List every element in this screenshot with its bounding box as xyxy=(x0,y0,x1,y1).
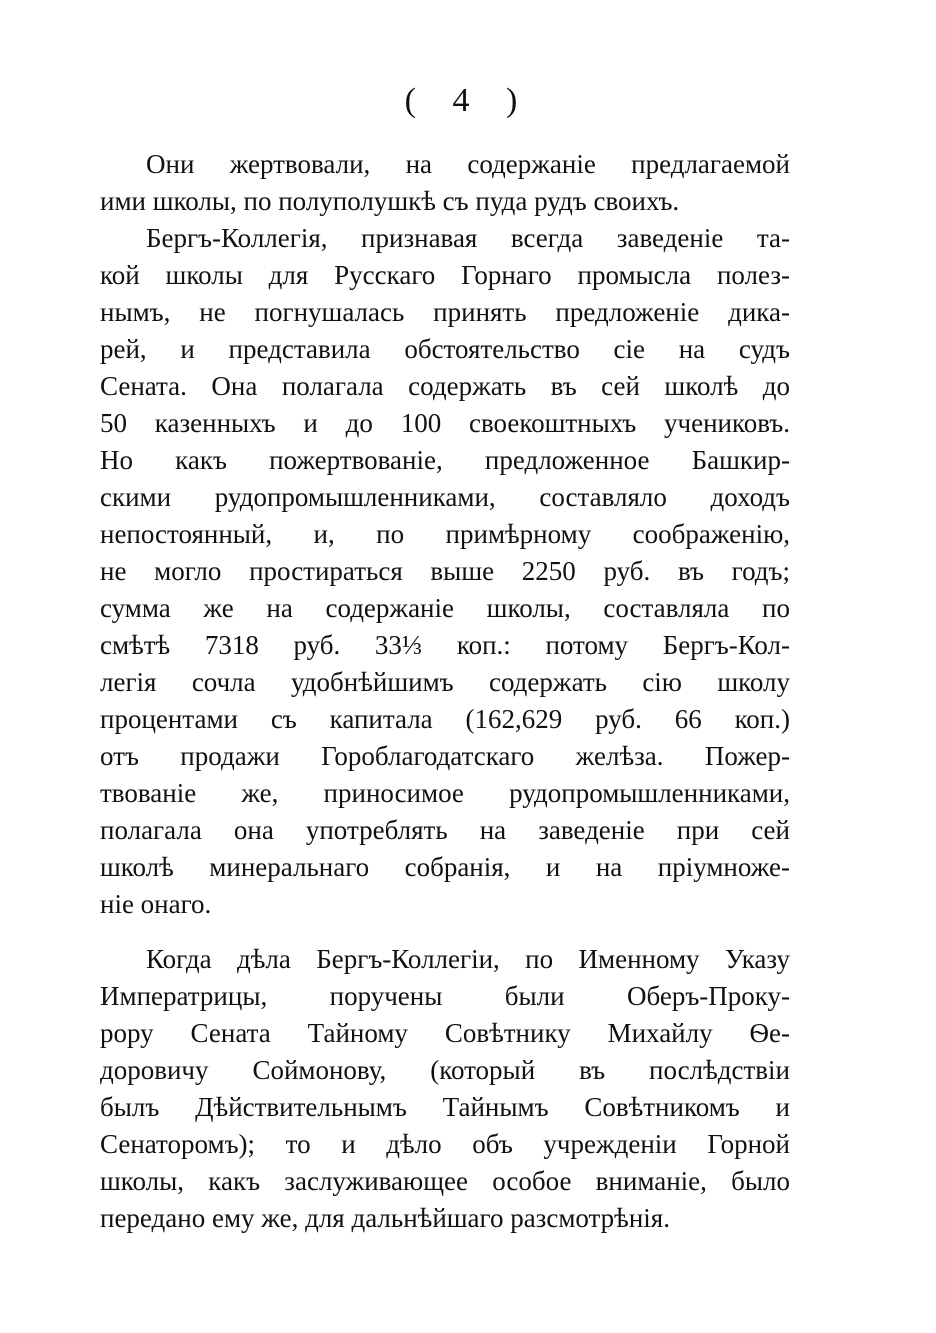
paragraph xyxy=(100,220,790,923)
text-line: Они жертвовали, на содержаніе предлагаемой xyxy=(146,149,790,179)
text-line: нымъ, не погнушалась принять предложеніе дика- xyxy=(100,297,790,327)
text-line: Императрицы, поручены были Оберъ-Проку- xyxy=(100,981,790,1011)
text-line: Бергъ-Коллегія, признавая всегда заведеніе та- xyxy=(146,223,790,253)
text-line: не могло простираться выше 2250 руб. въ годъ; xyxy=(100,556,790,586)
text-line: рору Сената Тайному Совѣтнику Михайлу Ѳе- xyxy=(100,1018,790,1048)
page-number: ( 4 ) xyxy=(404,82,532,119)
paragraph xyxy=(100,941,790,1237)
text-line: легія сочла удобнѣйшимъ содержать сію школу xyxy=(100,667,790,697)
text-line: сумма же на содержаніе школы, составляла по xyxy=(100,593,790,623)
text-line: полагала она употреблять на заведеніе при сей xyxy=(100,815,790,845)
text-line: непостоянный, и, по примѣрному соображенію, xyxy=(100,519,790,549)
paragraph-gap xyxy=(100,923,790,941)
text-line: отъ продажи Гороблагодатскаго желѣза. Пожер- xyxy=(100,741,790,771)
paragraph xyxy=(100,146,790,220)
text-line: доровичу Соймонову, (который въ послѣдствіи xyxy=(100,1055,790,1085)
text-line: былъ Дѣйствительнымъ Тайнымъ Совѣтникомъ и xyxy=(100,1092,790,1122)
text-line: ими школы, по полуполушкѣ съ пуда рудъ своихъ. xyxy=(100,186,680,216)
text-line: 50 казенныхъ и до 100 своекоштныхъ учениковъ. xyxy=(100,408,790,438)
text-line: рей, и представила обстоятельство сіе на судъ xyxy=(100,334,790,364)
text-line: Сената. Она полагала содержать въ сей школѣ до xyxy=(100,371,790,401)
text-line: Но какъ пожертвованіе, предложенное Башкир- xyxy=(100,445,790,475)
text-line: Когда дѣла Бергъ-Коллегіи, по Именному Указу xyxy=(146,944,790,974)
text-line: смѣтѣ 7318 руб. 33⅓ коп.: потому Бергъ-Кол- xyxy=(100,630,790,660)
text-line: Сенаторомъ); то и дѣло объ учрежденіи Горной xyxy=(100,1129,790,1159)
text-line: твованіе же, приносимое рудопромышленниками, xyxy=(100,778,790,808)
text-line: процентами съ капитала (162,629 руб. 66 коп.) xyxy=(100,704,790,734)
text-line: скими рудопромышленниками, составляло доходъ xyxy=(100,482,790,512)
text-line: школѣ минеральнаго собранія, и на пріумноже- xyxy=(100,852,790,882)
text-line: школы, какъ заслуживающее особое вниманіе, было xyxy=(100,1166,790,1196)
text-line: ніе онаго. xyxy=(100,889,212,919)
text-line: передано ему же, для дальнѣйшаго разсмотрѣнія. xyxy=(100,1203,670,1233)
text-line: кой школы для Русскаго Горнаго промысла полез- xyxy=(100,260,790,290)
body-text xyxy=(100,146,790,1237)
